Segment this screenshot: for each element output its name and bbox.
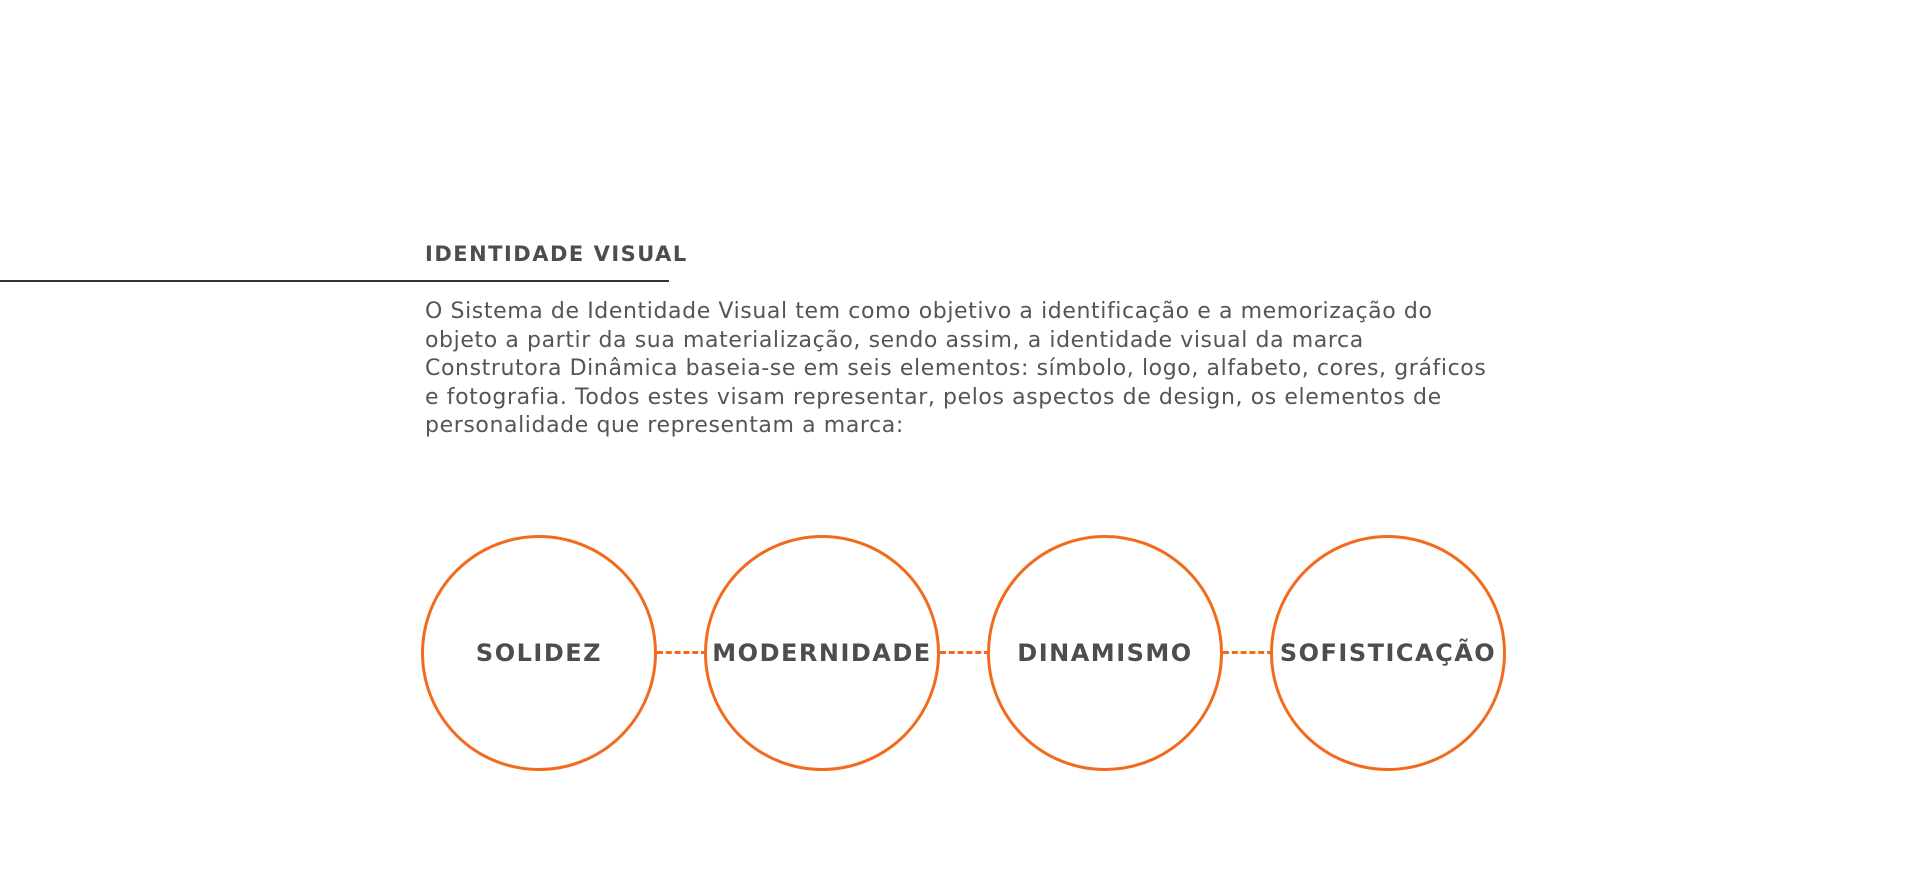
dashed-connector bbox=[940, 651, 990, 654]
section-title: IDENTIDADE VISUAL bbox=[425, 242, 688, 266]
value-label: DINAMISMO bbox=[1017, 639, 1193, 667]
intro-line: personalidade que representam a marca: bbox=[425, 413, 904, 439]
value-label: SOFISTICAÇÃO bbox=[1279, 639, 1497, 667]
intro-line: O Sistema de Identidade Visual tem como objetivo a identificação e a memorização do bbox=[425, 299, 1433, 324]
intro-line: e fotografia. Todos estes visam representar, pelos aspectos de design, os elementos de bbox=[425, 384, 1442, 410]
dashed-connector bbox=[1223, 651, 1273, 654]
section-divider-line bbox=[0, 280, 669, 282]
value-circle-dinamismo bbox=[987, 535, 1223, 771]
value-label: MODERNIDADE bbox=[712, 639, 932, 667]
intro-line: objeto a partir da sua materialização, sendo assim, a identidade visual da marca bbox=[425, 327, 1364, 353]
intro-paragraph bbox=[425, 298, 1525, 441]
brand-values-diagram bbox=[421, 535, 1506, 771]
intro-line: Construtora Dinâmica baseia-se em seis elementos: símbolo, logo, alfabeto, cores, gráficos bbox=[425, 356, 1487, 382]
value-circle-modernidade bbox=[704, 535, 940, 771]
dashed-connector bbox=[657, 651, 707, 654]
value-circle-solidez bbox=[421, 535, 657, 771]
value-label: SOLIDEZ bbox=[475, 639, 603, 667]
value-circle-sofisticacao bbox=[1270, 535, 1506, 771]
